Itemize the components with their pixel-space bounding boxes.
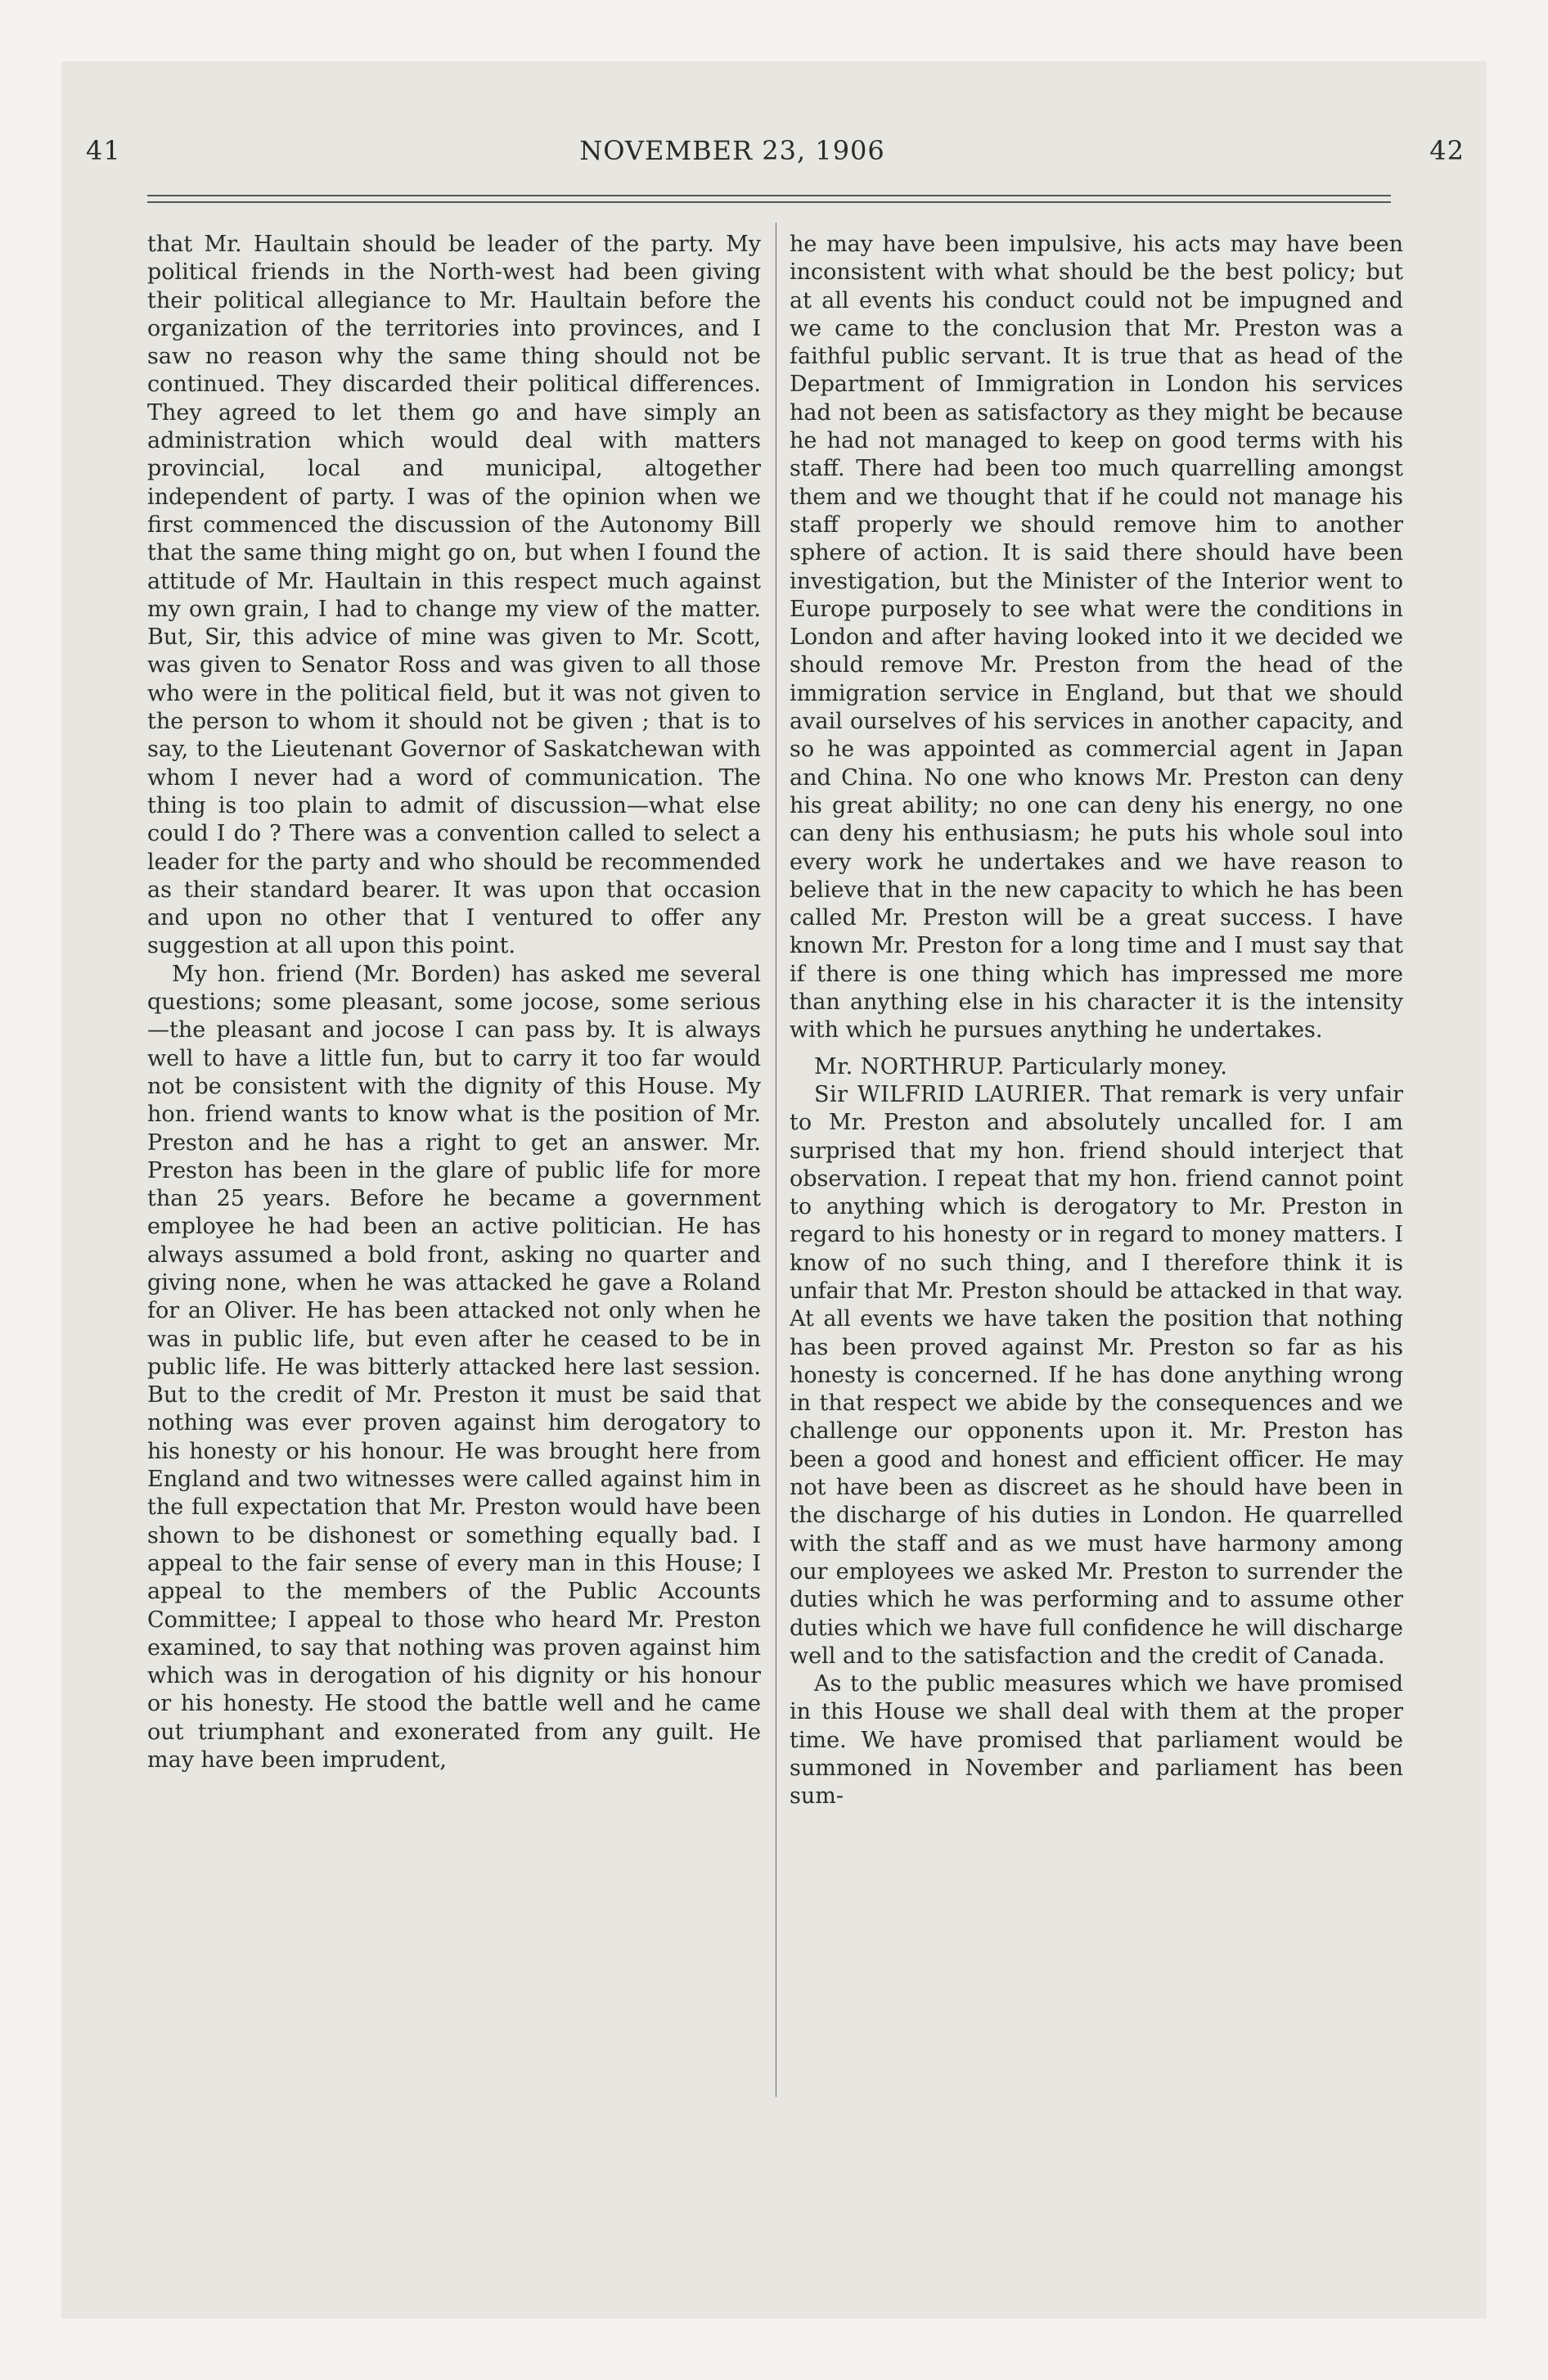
header-rule-top — [147, 195, 1391, 196]
speech-northrup-text: Particularly money. — [1011, 1053, 1227, 1080]
speaker-northrup: Mr. NORTHRUP. — [814, 1053, 1005, 1080]
left-column — [147, 231, 761, 2326]
right-paragraph-1: he may have been impulsive, his acts may have been inconsistent with what should be the best policy; but at all events his conduct could not be impugned and we came to the conclusion that Mr. Preston was a faithful public servant. It is true that as head of the Department of Immigration in London his services had not been as satisfactory as they might be because he had not managed to keep on good terms with his staff. There had been too much quarrelling amongst them and we thought that if he could not manage his staff properly we should remove him to another sphere of action. It is said there should have been investigation, but the Minister of the Interior went to Europe purposely to see what were the conditions in London and after having looked into it we decided we should remove Mr. Preston from the head of the immigration service in England, but that we should avail ourselves of his services in another capacity, and so he was appointed as commercial agent in Japan and China. No one who knows Mr. Preston can deny his great ability; no one can deny his energy, no one can deny his enthusiasm; he puts his whole soul into every work he undertakes and we have reason to believe that in the new capacity to which he has been called Mr. Preston will be a great success. I have known Mr. Preston for a long time and I must say that if there is one thing which has impressed me more than anything else in his character it is the intensity with which he pursues anything he undertakes. — [790, 232, 1403, 1044]
speaker-laurier: Sir WILFRID LAURIER. — [814, 1081, 1092, 1107]
page-number-left: 41 — [86, 135, 121, 166]
page-date-title: NOVEMBER 23, 1906 — [579, 135, 885, 166]
speech-northrup — [790, 1053, 1403, 1081]
right-paragraph-4: As to the public measures which we have promised in this House we shall deal with them at the proper time. We have promised that parliament would be summoned in November and parliament has been sum- — [790, 1671, 1403, 1810]
page-header — [61, 135, 1465, 184]
page-number-right: 42 — [1429, 135, 1465, 166]
speech-laurier — [790, 1081, 1403, 1670]
left-paragraph-1: that Mr. Haultain should be leader of the party. My political friends in the North-west had been giving their political allegiance to Mr. Haultain before the organization of the territories into provinces, and I saw no reason why the same thing should not be continued. They discarded their political differences. They agreed to let them go and have simply an administration which would deal with matters provincial, local and municipal, altogether independent of party. I was of the opinion when we first commenced the discussion of the Autonomy Bill that the same thing might go on, but when I found the attitude of Mr. Haultain in this respect much against my own grain, I had to change my view of the matter. But, Sir, this advice of mine was given to Mr. Scott, was given to Senator Ross and was given to all those who were in the political field, but it was not given to the person to whom it should not be given ; that is to say, to the Lieutenant Governor of Saskatchewan with whom I never had a word of communication. The thing is too plain to admit of discussion—what else could I do ? There was a convention called to select a leader for the party and who should be recommended as their standard bearer. It was upon that occasion and upon no other that I ventured to offer any suggestion at all upon this point. — [147, 232, 761, 959]
header-rule-bottom — [147, 201, 1391, 203]
left-paragraph-2: My hon. friend (Mr. Borden) has asked me several questions; some pleasant, some jocose, some serious—the pleasant and jocose I can pass by. It is always well to have a little fun, but to carry it too far would not be consistent with the dignity of this House. My hon. friend wants to know what is the position of Mr. Preston and he has a right to get an answer. Mr. Preston has been in the glare of public life for more than 25 years. Before he became a government employee he had been an active politician. He has always assumed a bold front, asking no quarter and giving none, when he was attacked he gave a Roland for an Oliver. He has been attacked not only when he was in public life, but even after he ceased to be in public life. He was bitterly attacked here last session. But to the credit of Mr. Preston it must be said that nothing was ever proven against him derogatory to his honesty or his honour. He was brought here from England and two witnesses were called against him in the full expectation that Mr. Preston would have been shown to be dishonest or something equally bad. I appeal to the fair sense of every man in this House; I appeal to the members of the Public Accounts Committee; I appeal to those who heard Mr. Preston examined, to say that nothing was proven against him which was in derogation of his dignity or his honour or his honesty. He stood the battle well and he came out triumphant and exonerated from any guilt. He may have been imprudent, — [147, 961, 761, 1774]
right-column — [790, 231, 1403, 2326]
speech-laurier-text: That remark is very unfair to Mr. Preston and absolutely uncalled for. I am surprised that my hon. friend should interject that observation. I repeat that my hon. friend cannot point to anything which is derogatory to Mr. Preston in regard to his honesty or in regard to money matters. I know of no such thing, and I therefore think it is unfair that Mr. Preston should be attacked in that way. At all events we have taken the position that nothing has been proved against Mr. Preston so far as his honesty is concerned. If he has done anything wrong in that respect we abide by the consequences and we challenge our opponents upon it. Mr. Preston has been a good and honest and efficient officer. He may not have been as discreet as he should have been in the discharge of his duties in London. He quarrelled with the staff and as we must have harmony among our employees we asked Mr. Preston to surrender the duties which he was performing and to assume other duties which we have full confidence he will discharge well and to the satisfaction and the credit of Canada. — [790, 1081, 1403, 1669]
